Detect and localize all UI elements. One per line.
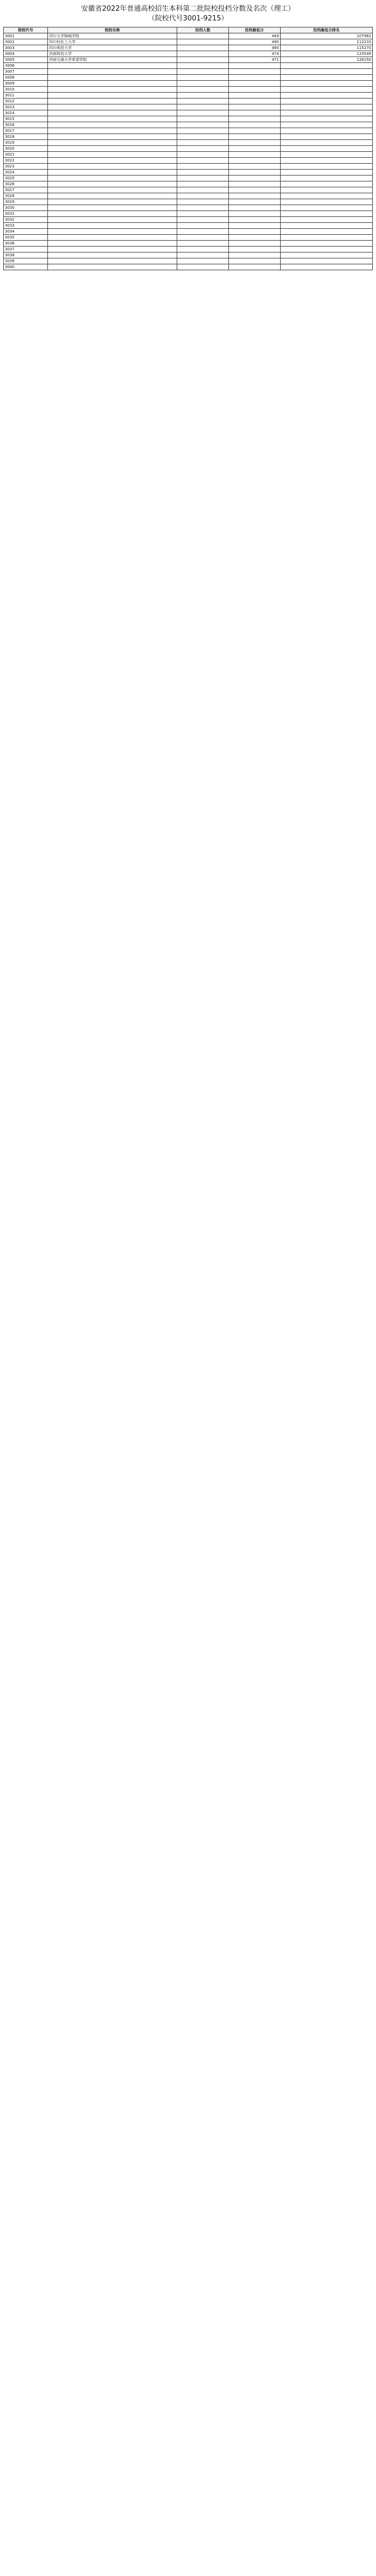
- cell-code: 3035: [4, 235, 48, 241]
- table-row: [4, 81, 373, 87]
- table-row: [4, 264, 373, 270]
- cell-code: 3010: [4, 87, 48, 93]
- header-name: 院校名称: [48, 27, 177, 33]
- cell-code: 3040: [4, 264, 48, 270]
- cell-code: 3014: [4, 110, 48, 116]
- cell-rank: [280, 264, 372, 270]
- cell-name: [48, 217, 177, 223]
- cell-plan: [177, 81, 228, 87]
- table-row: [4, 217, 373, 223]
- cell-min-score: [228, 264, 280, 270]
- cell-plan: [177, 57, 228, 63]
- cell-plan: [177, 241, 228, 247]
- cell-code: 3027: [4, 187, 48, 193]
- cell-min-score: [228, 63, 280, 69]
- cell-plan: [177, 122, 228, 128]
- cell-rank: [280, 75, 372, 81]
- table-row: [4, 181, 373, 187]
- cell-min-score: [228, 176, 280, 181]
- cell-code: 3029: [4, 199, 48, 205]
- document-subtitle: （院校代号3001-9215）: [148, 15, 228, 23]
- cell-name: [48, 181, 177, 187]
- table-row: [4, 99, 373, 104]
- cell-name: [48, 211, 177, 217]
- cell-code: 3020: [4, 146, 48, 152]
- cell-rank: [280, 116, 372, 122]
- cell-code: 3018: [4, 134, 48, 140]
- cell-name: [48, 170, 177, 176]
- cell-rank: [280, 134, 372, 140]
- table-row: [4, 104, 373, 110]
- cell-rank: [280, 69, 372, 75]
- score-table: [3, 27, 373, 270]
- header-min-score: 投档最低分: [228, 27, 280, 33]
- cell-rank: [280, 181, 372, 187]
- table-row: [4, 158, 373, 164]
- cell-min-score: [228, 252, 280, 258]
- cell-code: 3012: [4, 99, 48, 104]
- table-row: [4, 146, 373, 152]
- cell-min-score: 471: [228, 57, 280, 63]
- cell-name: [48, 158, 177, 164]
- cell-min-score: [228, 181, 280, 187]
- cell-plan: [177, 146, 228, 152]
- cell-plan: [177, 217, 228, 223]
- cell-plan: [177, 75, 228, 81]
- cell-rank: [280, 258, 372, 264]
- cell-plan: [177, 63, 228, 69]
- cell-plan: [177, 45, 228, 51]
- cell-rank: [280, 217, 372, 223]
- cell-rank: 112233: [280, 39, 372, 45]
- cell-name: [48, 235, 177, 241]
- cell-code: 3025: [4, 176, 48, 181]
- cell-name: [48, 258, 177, 264]
- cell-code: 3001: [4, 33, 48, 39]
- cell-name: 四川大学锦城学院: [48, 33, 177, 39]
- cell-code: 3003: [4, 45, 48, 51]
- cell-plan: [177, 93, 228, 99]
- cell-min-score: [228, 217, 280, 223]
- cell-code: 3007: [4, 69, 48, 75]
- table-row: [4, 241, 373, 247]
- cell-code: 3002: [4, 39, 48, 45]
- cell-min-score: [228, 170, 280, 176]
- table-row: [4, 205, 373, 211]
- cell-min-score: 490: [228, 39, 280, 45]
- cell-plan: [177, 140, 228, 146]
- cell-code: 3016: [4, 122, 48, 128]
- cell-min-score: [228, 241, 280, 247]
- cell-rank: [280, 128, 372, 134]
- cell-rank: [280, 176, 372, 181]
- cell-rank: [280, 152, 372, 158]
- cell-min-score: [228, 140, 280, 146]
- cell-code: 3017: [4, 128, 48, 134]
- table-row: [4, 51, 373, 57]
- cell-code: 3033: [4, 223, 48, 229]
- cell-code: 3006: [4, 63, 48, 69]
- cell-code: 3039: [4, 258, 48, 264]
- table-row: [4, 110, 373, 116]
- cell-name: [48, 87, 177, 93]
- cell-rank: [280, 63, 372, 69]
- cell-code: 3028: [4, 193, 48, 199]
- cell-plan: [177, 134, 228, 140]
- cell-rank: [280, 87, 372, 93]
- cell-min-score: 474: [228, 51, 280, 57]
- cell-name: [48, 69, 177, 75]
- cell-name: 四川师范大学: [48, 45, 177, 51]
- cell-code: 3013: [4, 104, 48, 110]
- header-plan: 投档人数: [177, 27, 228, 33]
- table-row: [4, 152, 373, 158]
- cell-rank: [280, 81, 372, 87]
- cell-name: [48, 134, 177, 140]
- table-row: [4, 247, 373, 252]
- cell-code: 3036: [4, 241, 48, 247]
- table-row: [4, 134, 373, 140]
- cell-rank: [280, 170, 372, 176]
- cell-code: 3009: [4, 81, 48, 87]
- cell-name: [48, 241, 177, 247]
- document-page: [0, 0, 376, 281]
- cell-min-score: [228, 128, 280, 134]
- cell-min-score: [228, 211, 280, 217]
- table-row: [4, 258, 373, 264]
- table-row: [4, 116, 373, 122]
- cell-rank: [280, 223, 372, 229]
- cell-rank: [280, 247, 372, 252]
- cell-plan: [177, 252, 228, 258]
- cell-name: [48, 93, 177, 99]
- table-row: [4, 122, 373, 128]
- cell-min-score: [228, 69, 280, 75]
- cell-name: 西南科技大学: [48, 51, 177, 57]
- document-title: 安徽省2022年普通高校招生本科第二批院校投档分数及名次（理工）: [81, 5, 295, 13]
- cell-min-score: [228, 247, 280, 252]
- cell-name: 四川轻化工大学: [48, 39, 177, 45]
- cell-name: [48, 146, 177, 152]
- cell-name: [48, 63, 177, 69]
- cell-plan: [177, 87, 228, 93]
- table-row: [4, 140, 373, 146]
- cell-plan: [177, 104, 228, 110]
- cell-plan: [177, 229, 228, 235]
- table-row: [4, 170, 373, 176]
- table-row: [4, 235, 373, 241]
- cell-name: [48, 193, 177, 199]
- cell-name: [48, 252, 177, 258]
- cell-min-score: [228, 187, 280, 193]
- cell-plan: [177, 152, 228, 158]
- cell-min-score: 449: [228, 33, 280, 39]
- cell-rank: [280, 235, 372, 241]
- cell-code: 3034: [4, 229, 48, 235]
- cell-plan: [177, 39, 228, 45]
- cell-plan: [177, 235, 228, 241]
- cell-min-score: [228, 146, 280, 152]
- cell-code: 3024: [4, 170, 48, 176]
- table-row: [4, 33, 373, 39]
- cell-plan: [177, 211, 228, 217]
- cell-name: [48, 81, 177, 87]
- cell-min-score: [228, 229, 280, 235]
- cell-code: 3032: [4, 217, 48, 223]
- cell-rank: [280, 99, 372, 104]
- table-row: [4, 223, 373, 229]
- cell-rank: 115270: [280, 45, 372, 51]
- cell-name: [48, 264, 177, 270]
- table-row: [4, 93, 373, 99]
- cell-code: 3031: [4, 211, 48, 217]
- cell-code: 3030: [4, 205, 48, 211]
- cell-plan: [177, 69, 228, 75]
- cell-rank: [280, 158, 372, 164]
- cell-min-score: [228, 87, 280, 93]
- cell-name: [48, 140, 177, 146]
- cell-plan: [177, 116, 228, 122]
- cell-name: [48, 164, 177, 170]
- table-row: [4, 69, 373, 75]
- cell-name: [48, 187, 177, 193]
- cell-rank: [280, 241, 372, 247]
- cell-plan: [177, 193, 228, 199]
- cell-rank: [280, 110, 372, 116]
- table-row: [4, 45, 373, 51]
- cell-plan: [177, 223, 228, 229]
- cell-plan: [177, 187, 228, 193]
- table-row: [4, 164, 373, 170]
- cell-rank: [280, 205, 372, 211]
- cell-plan: [177, 158, 228, 164]
- cell-min-score: [228, 235, 280, 241]
- cell-name: [48, 223, 177, 229]
- cell-name: [48, 229, 177, 235]
- cell-rank: [280, 199, 372, 205]
- cell-rank: 107962: [280, 33, 372, 39]
- cell-name: [48, 152, 177, 158]
- cell-min-score: [228, 93, 280, 99]
- cell-min-score: [228, 104, 280, 110]
- cell-plan: [177, 170, 228, 176]
- table-row: [4, 229, 373, 235]
- cell-plan: [177, 99, 228, 104]
- cell-code: 3005: [4, 57, 48, 63]
- cell-code: 3021: [4, 152, 48, 158]
- cell-code: 3004: [4, 51, 48, 57]
- cell-code: 3008: [4, 75, 48, 81]
- header-code: 院校代号: [4, 27, 48, 33]
- cell-name: [48, 116, 177, 122]
- cell-plan: [177, 247, 228, 252]
- cell-min-score: [228, 122, 280, 128]
- cell-code: 3011: [4, 93, 48, 99]
- cell-name: [48, 104, 177, 110]
- cell-name: [48, 99, 177, 104]
- cell-plan: [177, 181, 228, 187]
- table-row: [4, 57, 373, 63]
- cell-plan: [177, 258, 228, 264]
- table-row: [4, 193, 373, 199]
- cell-name: [48, 122, 177, 128]
- cell-code: 3023: [4, 164, 48, 170]
- cell-name: [48, 176, 177, 181]
- cell-rank: [280, 122, 372, 128]
- table-row: [4, 128, 373, 134]
- table-header-row: [4, 27, 373, 33]
- cell-rank: [280, 252, 372, 258]
- cell-min-score: [228, 110, 280, 116]
- cell-min-score: [228, 81, 280, 87]
- cell-plan: [177, 33, 228, 39]
- cell-min-score: [228, 134, 280, 140]
- cell-plan: [177, 128, 228, 134]
- table-row: [4, 87, 373, 93]
- cell-rank: [280, 140, 372, 146]
- table-body: [4, 33, 373, 270]
- table-row: [4, 39, 373, 45]
- cell-min-score: [228, 223, 280, 229]
- cell-rank: 126150: [280, 57, 372, 63]
- cell-plan: [177, 176, 228, 181]
- cell-plan: [177, 264, 228, 270]
- cell-plan: [177, 199, 228, 205]
- cell-code: 3019: [4, 140, 48, 146]
- cell-rank: [280, 193, 372, 199]
- cell-plan: [177, 164, 228, 170]
- table-row: [4, 75, 373, 81]
- cell-name: [48, 205, 177, 211]
- cell-min-score: [228, 199, 280, 205]
- table-row: [4, 176, 373, 181]
- cell-rank: [280, 93, 372, 99]
- cell-min-score: [228, 99, 280, 104]
- cell-plan: [177, 110, 228, 116]
- cell-code: 3015: [4, 116, 48, 122]
- cell-code: 3022: [4, 158, 48, 164]
- cell-min-score: [228, 193, 280, 199]
- cell-min-score: [228, 158, 280, 164]
- cell-rank: [280, 104, 372, 110]
- cell-name: [48, 75, 177, 81]
- cell-name: [48, 247, 177, 252]
- cell-min-score: [228, 205, 280, 211]
- cell-name: 西南交通大学希望学院: [48, 57, 177, 63]
- cell-min-score: [228, 116, 280, 122]
- cell-min-score: [228, 152, 280, 158]
- cell-rank: [280, 229, 372, 235]
- cell-rank: [280, 211, 372, 217]
- table-row: [4, 63, 373, 69]
- cell-code: 3037: [4, 247, 48, 252]
- table-row: [4, 187, 373, 193]
- cell-rank: [280, 146, 372, 152]
- cell-plan: [177, 51, 228, 57]
- header-rank: 投档最低分排名: [280, 27, 372, 33]
- table-row: [4, 199, 373, 205]
- cell-code: 3026: [4, 181, 48, 187]
- cell-min-score: [228, 258, 280, 264]
- cell-rank: 123549: [280, 51, 372, 57]
- cell-min-score: [228, 164, 280, 170]
- cell-rank: [280, 164, 372, 170]
- cell-min-score: [228, 75, 280, 81]
- cell-rank: [280, 187, 372, 193]
- cell-plan: [177, 205, 228, 211]
- cell-code: 3038: [4, 252, 48, 258]
- cell-name: [48, 128, 177, 134]
- cell-min-score: 480: [228, 45, 280, 51]
- cell-name: [48, 199, 177, 205]
- cell-name: [48, 110, 177, 116]
- table-row: [4, 252, 373, 258]
- table-row: [4, 211, 373, 217]
